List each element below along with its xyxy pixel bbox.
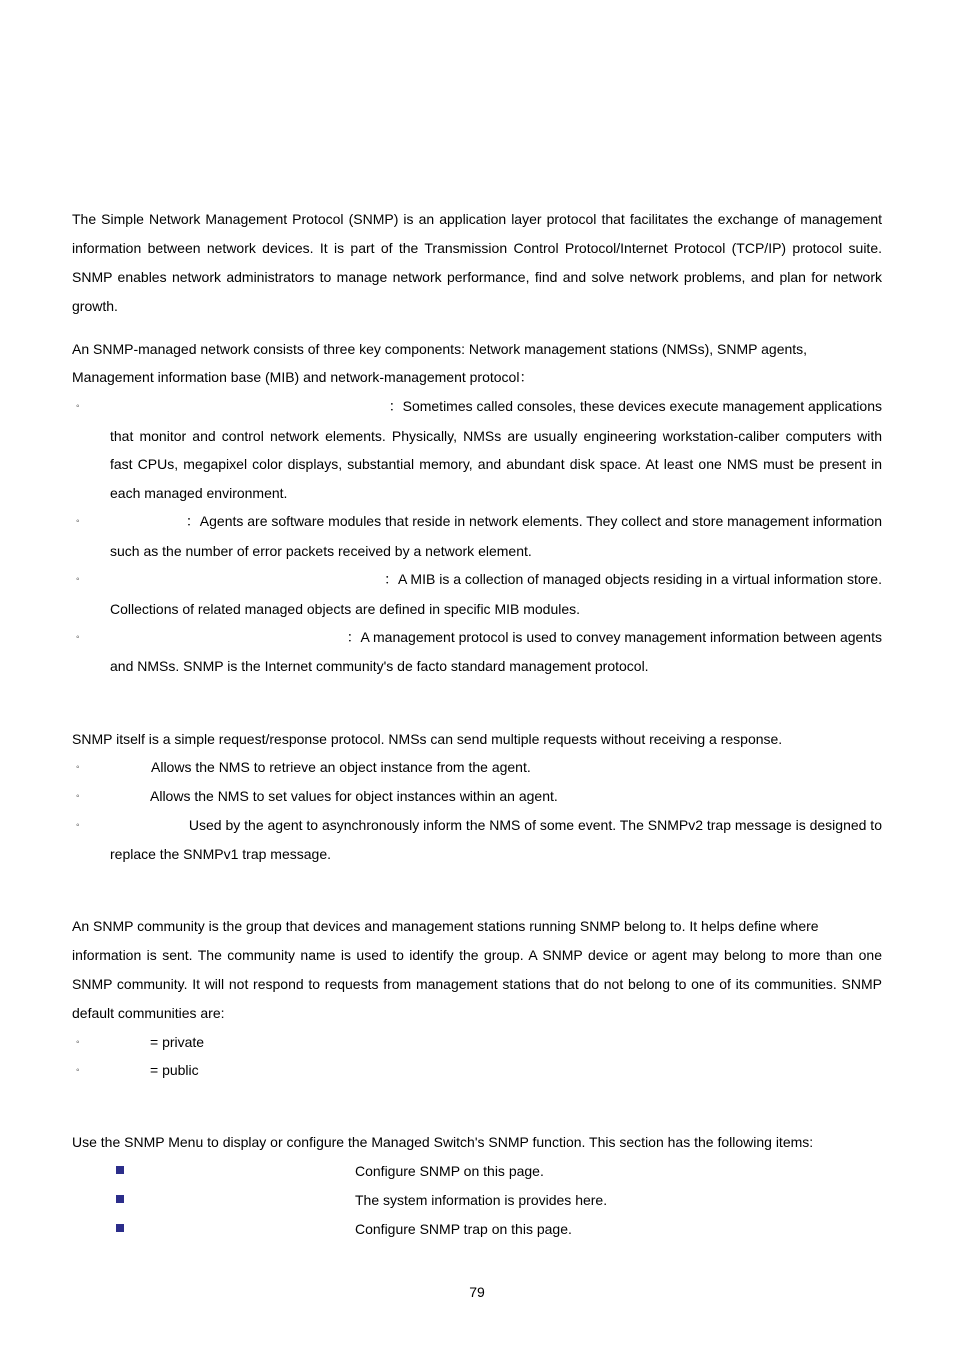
component-nms-cont: that monitor and control network elements. Physically, NMSs are usually engineering workstation-caliber computers with (110, 428, 882, 444)
community-read-value: = public (150, 1062, 199, 1078)
component-nms-text: ：Sometimes called consoles, these devices execute management applications (388, 398, 882, 414)
square-bullet-icon (116, 1224, 124, 1232)
intro-line: SNMP enables network administrators to manage network performance, find and solve network problems, and plan for network (72, 269, 882, 285)
bullet-icon: ◦ (76, 401, 80, 412)
component-agent-text: ：Agents are software modules that reside in network elements. They collect and store management information (185, 513, 882, 529)
operation-set-text: Allows the NMS to set values for object instances within an agent. (150, 788, 558, 804)
intro-line: growth. (72, 298, 118, 314)
intro-line: information between network devices. It is part of the Transmission Control Protocol/Internet Protocol (TCP/IP) protocol suite. (72, 240, 882, 256)
community-line: information is sent. The community name is used to identify the group. A SNMP device or agent may belong to more than one (72, 947, 882, 963)
component-protocol-text: ：A management protocol is used to convey management information between agents (346, 629, 882, 645)
bullet-icon: ◦ (76, 1065, 80, 1076)
bullet-icon: ◦ (76, 574, 80, 585)
community-line: An SNMP community is the group that devices and management stations running SNMP belong to. It helps define where (72, 918, 819, 934)
component-nms-cont: each managed environment. (110, 485, 288, 501)
bullet-icon: ◦ (76, 1037, 80, 1048)
operation-trap-text: Used by the agent to asynchronously inform the NMS of some event. The SNMPv2 trap message is designed to (188, 817, 882, 833)
community-line: default communities are: (72, 1005, 225, 1021)
menu-item-snmp-config: Configure SNMP on this page. (355, 1163, 544, 1179)
square-bullet-icon (116, 1166, 124, 1174)
component-agent-cont: such as the number of error packets received by a network element. (110, 543, 532, 559)
component-protocol-cont: and NMSs. SNMP is the Internet community's de facto standard management protocol. (110, 658, 649, 674)
component-mib-text: ：A MIB is a collection of managed objects residing in a virtual information store. (383, 571, 882, 587)
menu-item-system-info: The system information is provides here. (355, 1192, 608, 1208)
menu-intro: Use the SNMP Menu to display or configure the Managed Switch's SNMP function. This section has the following items: (72, 1134, 814, 1150)
components-line: An SNMP-managed network consists of three key components: Network management stations (NMSs), SNMP agents, (72, 341, 808, 357)
bullet-icon: ◦ (76, 516, 80, 527)
components-line: Management information base (MIB) and network-management protocol： (72, 369, 534, 385)
community-write-value: = private (150, 1034, 205, 1050)
component-nms-cont: fast CPUs, megapixel color displays, substantial memory, and abundant disk space. At least one NMS must be present in (110, 456, 882, 472)
intro-line: The Simple Network Management Protocol (SNMP) is an application layer protocol that facilitates the exchange of management (72, 211, 882, 227)
community-line: SNMP community. It will not respond to requests from management stations that do not belong to one of its communities. SNMP (72, 976, 882, 992)
bullet-icon: ◦ (76, 820, 80, 831)
page-number: 79 (469, 1284, 485, 1300)
bullet-icon: ◦ (76, 762, 80, 773)
operation-get-text: Allows the NMS to retrieve an object instance from the agent. (151, 759, 531, 775)
operation-trap-cont: replace the SNMPv1 trap message. (110, 846, 331, 862)
bullet-icon: ◦ (76, 791, 80, 802)
component-mib-cont: Collections of related managed objects are defined in specific MIB modules. (110, 601, 581, 617)
menu-item-trap-config: Configure SNMP trap on this page. (355, 1221, 572, 1237)
operations-intro: SNMP itself is a simple request/response protocol. NMSs can send multiple requests without receiving a response. (72, 731, 783, 747)
bullet-icon: ◦ (76, 632, 80, 643)
square-bullet-icon (116, 1195, 124, 1203)
